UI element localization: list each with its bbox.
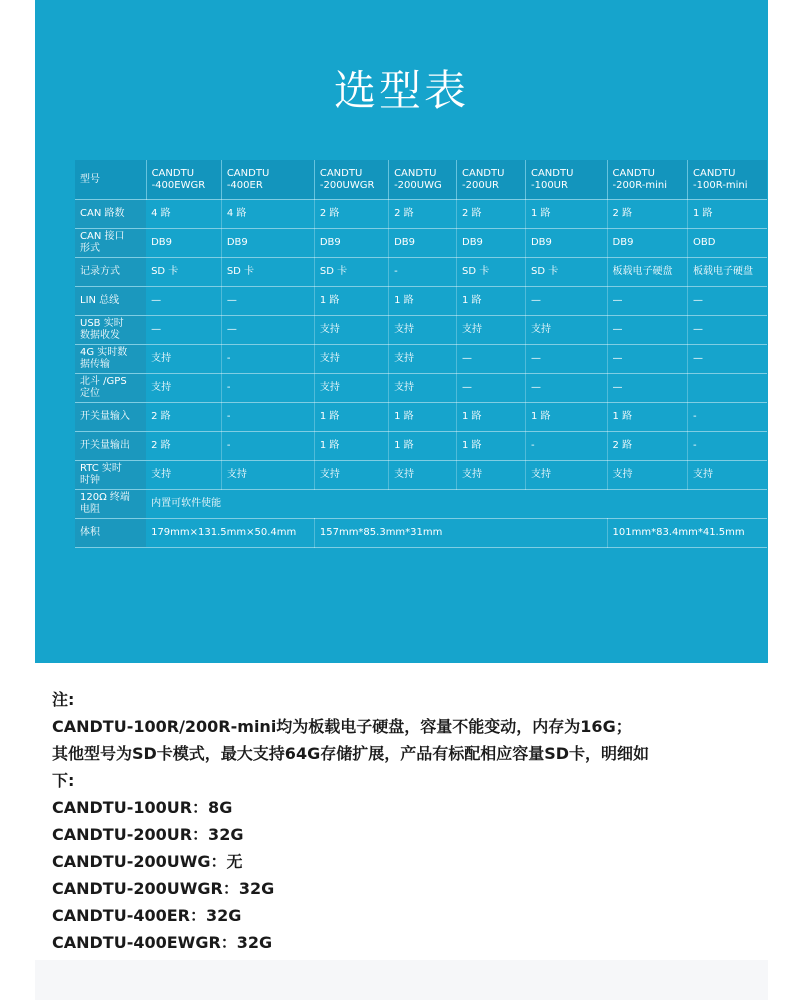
table-cell: - [221,374,314,403]
table-cell: — [457,345,526,374]
table-cell: 4 路 [146,200,221,229]
note-line: CANDTU-200UR：32G [52,825,244,844]
note-line: CANDTU-100UR：8G [52,798,233,817]
table-cell: 1 路 [457,403,526,432]
row-label: 4G 实时数 据传输 [75,345,146,374]
table-cell: — [607,374,687,403]
table-row-interface [75,229,767,258]
table-cell: 1 路 [314,432,388,461]
table-cell: — [688,345,768,374]
table-cell: - [221,345,314,374]
notes-section [52,686,752,956]
table-cell: - [525,432,607,461]
table-row-can [75,200,767,229]
table-cell: DB9 [389,229,457,258]
table-cell: 2 路 [146,403,221,432]
note-line: CANDTU-400EWGR：32G [52,933,273,952]
table-cell: - [221,432,314,461]
table-cell: SD 卡 [525,258,607,287]
notes-heading: 注: [52,690,75,709]
table-cell: - [389,258,457,287]
table-cell: SD 卡 [146,258,221,287]
table-cell: 157mm*85.3mm*31mm [314,519,607,548]
table-cell: SD 卡 [314,258,388,287]
table-cell: 1 路 [389,403,457,432]
selection-table [75,160,767,548]
table-cell: 支持 [314,461,388,490]
table-cell: 2 路 [146,432,221,461]
table-cell: 支持 [314,345,388,374]
table-cell: — [221,316,314,345]
row-label: CAN 路数 [75,200,146,229]
table-row-record [75,258,767,287]
table-cell: — [457,374,526,403]
note-line: 其他型号为SD卡模式，最大支持64G存储扩展，产品有标配相应容量SD卡，明细如 [52,744,650,763]
table-cell: — [146,287,221,316]
table-cell: 1 路 [389,432,457,461]
table-cell: 2 路 [457,200,526,229]
table-cell: — [688,287,768,316]
table-row-resistor [75,490,767,519]
table-cell: 支持 [146,461,221,490]
note-line: CANDTU-200UWGR：32G [52,879,275,898]
table-cell: 支持 [314,374,388,403]
table-cell: — [607,316,687,345]
table-cell: - [688,403,768,432]
table-cell: 支持 [525,316,607,345]
table-cell: 支持 [221,461,314,490]
table-cell: SD 卡 [221,258,314,287]
table-cell: 支持 [389,461,457,490]
table-cell: 1 路 [314,403,388,432]
table-cell: 板载电子硬盘 [688,258,768,287]
table-row-usb [75,316,767,345]
row-label: 体积 [75,519,146,548]
table-row-rtc [75,461,767,490]
table-cell: — [525,345,607,374]
row-label: 开关量输出 [75,432,146,461]
table-cell: — [607,287,687,316]
table-cell: — [688,316,768,345]
table-cell: 2 路 [389,200,457,229]
table-row-4g [75,345,767,374]
header-model-cell: CANDTU -400EWGR [146,160,221,200]
table-cell: 支持 [146,345,221,374]
table-header-row [75,160,767,200]
table-cell: 2 路 [607,200,687,229]
table-row-digital-out [75,432,767,461]
table-cell: 4 路 [221,200,314,229]
row-label: LIN 总线 [75,287,146,316]
table-cell: 1 路 [457,287,526,316]
header-model-cell: CANDTU -200R-mini [607,160,687,200]
table-cell [688,374,768,403]
table-cell: — [607,345,687,374]
note-line: CANDTU-200UWG：无 [52,852,243,871]
table-cell: 1 路 [525,200,607,229]
row-label: CAN 接口 形式 [75,229,146,258]
table-cell: 2 路 [607,432,687,461]
page-title: 选型表 [333,66,469,115]
table-cell: — [525,287,607,316]
table-row-digital-in [75,403,767,432]
table-cell: 支持 [389,374,457,403]
table-cell: 101mm*83.4mm*41.5mm [607,519,767,548]
table-cell: - [688,432,768,461]
table-row-gps [75,374,767,403]
table-cell: DB9 [525,229,607,258]
row-label: RTC 实时 时钟 [75,461,146,490]
table-cell: — [221,287,314,316]
table-cell: 支持 [389,316,457,345]
table-cell: 1 路 [389,287,457,316]
header-model-cell: CANDTU -200UWGR [314,160,388,200]
header-model-cell: CANDTU -200UWG [389,160,457,200]
bottom-strip [35,960,768,1000]
table-cell: 支持 [688,461,768,490]
table-row-lin [75,287,767,316]
row-label: 开关量输入 [75,403,146,432]
table-cell: 2 路 [314,200,388,229]
table-row-size [75,519,767,548]
header-model-cell: CANDTU -200UR [457,160,526,200]
table-cell: SD 卡 [457,258,526,287]
row-label: 记录方式 [75,258,146,287]
table-cell: DB9 [457,229,526,258]
table-cell: — [146,316,221,345]
table-cell: — [525,374,607,403]
header-model-cell: CANDTU -100UR [525,160,607,200]
table-cell: 支持 [457,461,526,490]
header-model-label: 型号 [75,160,146,200]
table-cell: 支持 [389,345,457,374]
table-cell: 1 路 [314,287,388,316]
note-line: CANDTU-400ER：32G [52,906,242,925]
table-cell: 支持 [607,461,687,490]
selection-panel [35,0,768,663]
row-label: 120Ω 终端 电阻 [75,490,146,519]
table-cell: 内置可软件使能 [146,490,767,519]
header-model-cell: CANDTU -100R-mini [688,160,768,200]
table-cell: 179mm×131.5mm×50.4mm [146,519,314,548]
table-cell: 支持 [314,316,388,345]
row-label: USB 实时 数据收发 [75,316,146,345]
table-cell: OBD [688,229,768,258]
table-cell: - [221,403,314,432]
table-cell: 板载电子硬盘 [607,258,687,287]
table-cell: DB9 [314,229,388,258]
table-cell: DB9 [146,229,221,258]
table-cell: 支持 [525,461,607,490]
table-cell: 1 路 [607,403,687,432]
table-cell: DB9 [221,229,314,258]
table-cell: 1 路 [688,200,768,229]
note-line: 下: [52,771,75,790]
table-cell: 支持 [457,316,526,345]
note-line: CANDTU-100R/200R-mini均为板载电子硬盘，容量不能变动，内存为16G； [52,717,632,736]
table-cell: 1 路 [525,403,607,432]
row-label: 北斗 /GPS 定位 [75,374,146,403]
table-cell: 支持 [146,374,221,403]
table-cell: DB9 [607,229,687,258]
table-cell: 1 路 [457,432,526,461]
header-model-cell: CANDTU -400ER [221,160,314,200]
